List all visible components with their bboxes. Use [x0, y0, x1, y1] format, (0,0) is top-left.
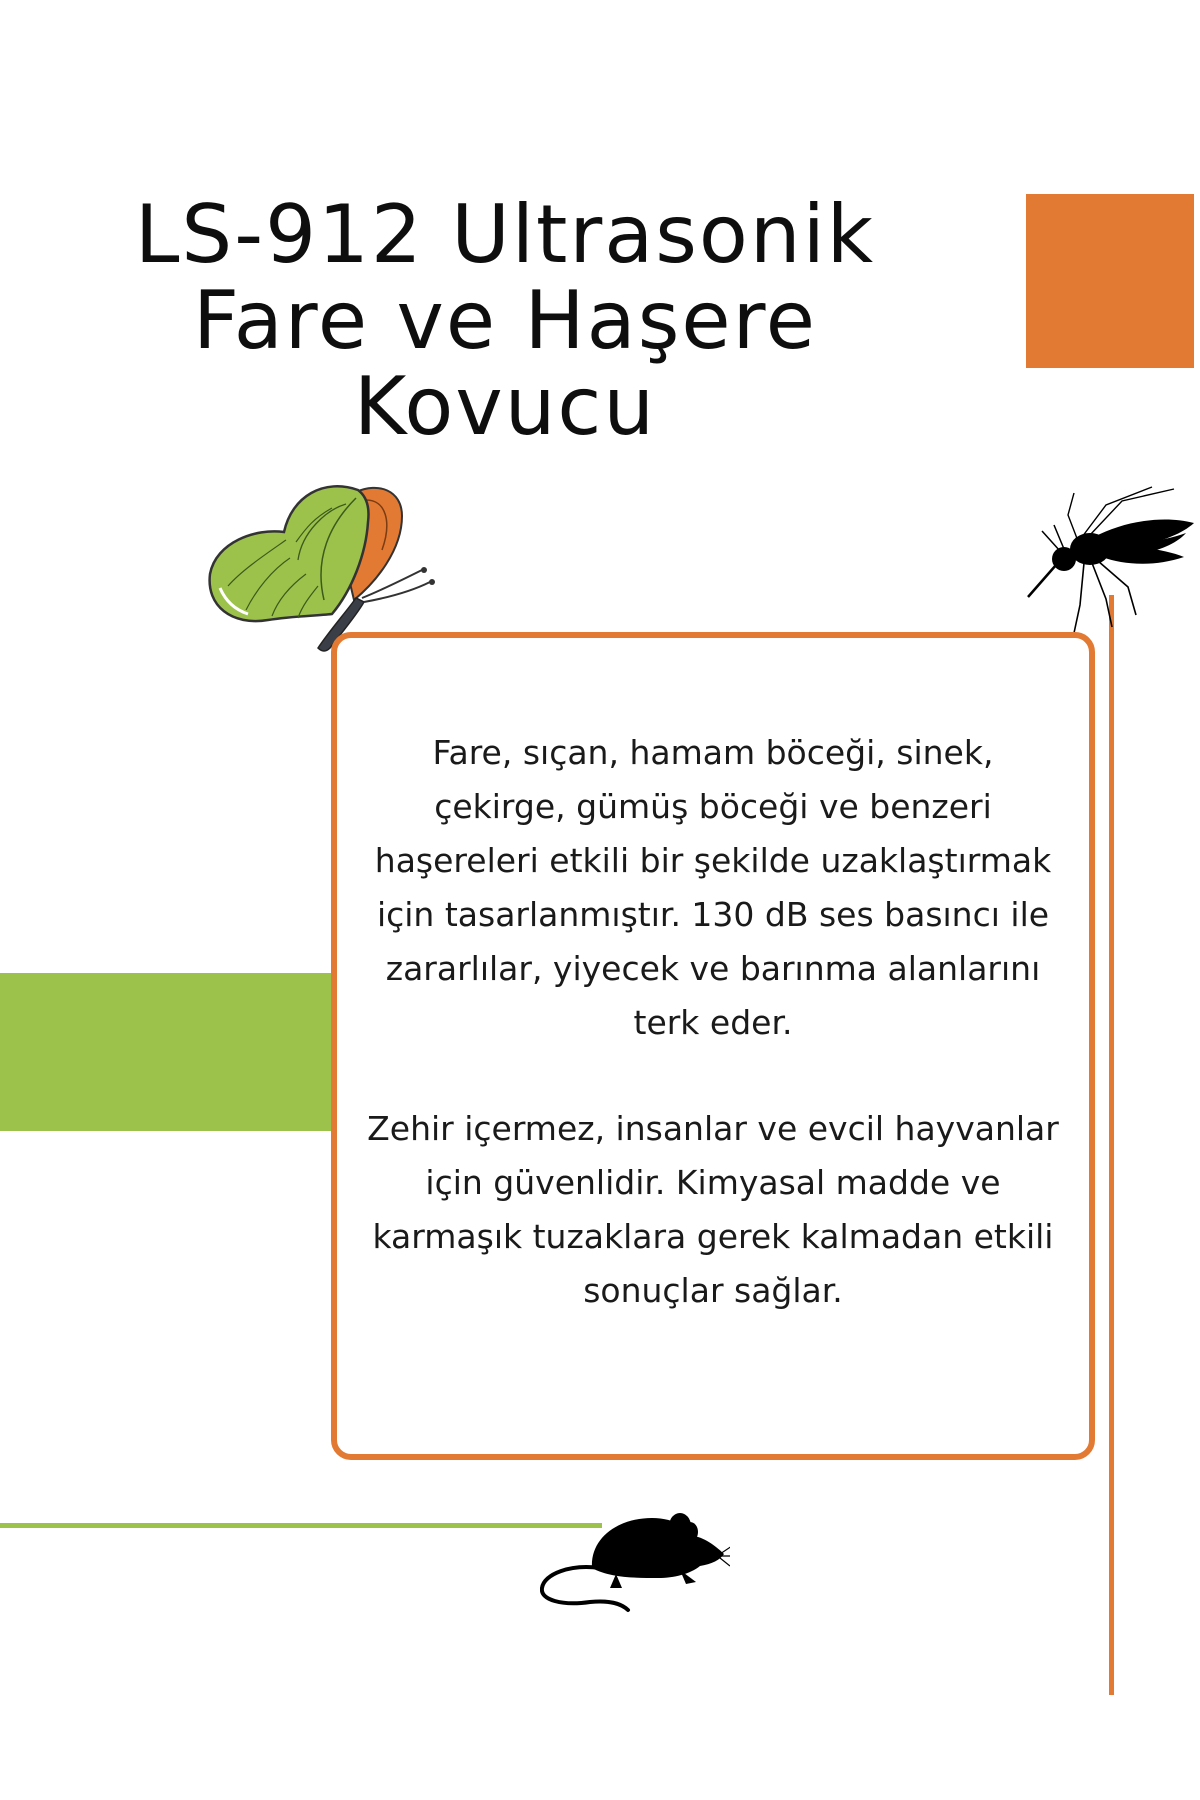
page-title — [40, 188, 970, 453]
mosquito-icon — [1024, 485, 1200, 635]
description-card — [331, 632, 1095, 1460]
green-accent-band — [0, 973, 336, 1131]
orange-vertical-line — [1109, 595, 1114, 1695]
title-line-2: Fare ve Haşere — [193, 274, 817, 367]
mouse-icon — [540, 1508, 730, 1618]
description-paragraph-2: Zehir içermez, insanlar ve evcil hayvanlar için güvenlidir. Kimyasal madde ve karmaşık tuzaklara gerek kalmadan etkili sonuçlar sağlar. — [367, 1109, 1059, 1310]
orange-accent-square — [1026, 194, 1194, 368]
title-line-3: Kovucu — [353, 360, 657, 453]
green-divider-line — [0, 1523, 602, 1528]
description-paragraph-1: Fare, sıçan, hamam böceği, sinek, çekirge, gümüş böceği ve benzeri haşereleri etkili bir şekilde uzaklaştırmak için tasarlanmıştır. 130 dB ses basıncı ile zararlılar, yiyecek ve barınma alanlarını terk eder. — [374, 733, 1052, 1042]
title-line-1: LS-912 Ultrasonik — [134, 188, 876, 281]
